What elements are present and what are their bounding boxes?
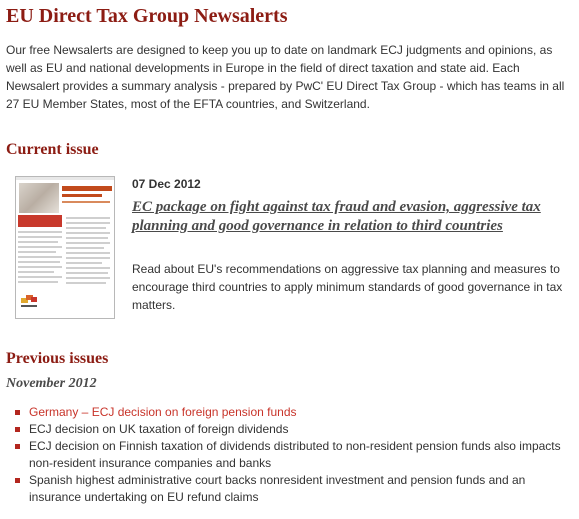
thumbnail-text-line xyxy=(66,262,102,264)
current-issue-date: 07 Dec 2012 xyxy=(132,177,201,191)
previous-issue-link[interactable]: ECJ decision on UK taxation of foreign dividends xyxy=(29,422,289,436)
thumbnail-text-line xyxy=(66,242,110,244)
current-issue-link[interactable]: EC package on fight against tax fraud and evasion, aggressive tax planning and good governance in relation to third countries xyxy=(132,199,541,234)
current-issue-description: Read about EU's recommendations on aggressive tax planning and measures to encourage third countries to apply minimum standards of good governance in tax matters. xyxy=(132,262,563,312)
newsalert-cover-thumbnail[interactable] xyxy=(15,176,115,319)
thumbnail-text-line xyxy=(66,222,110,224)
square-bullet-icon xyxy=(15,410,20,415)
thumbnail-text-line xyxy=(66,217,110,219)
thumbnail-text-line xyxy=(18,231,62,233)
thumbnail-text-line xyxy=(66,232,110,234)
previous-issues-month: November 2012 xyxy=(6,376,97,391)
previous-issue-link[interactable]: ECJ decision on Finnish taxation of dividends distributed to non-resident pension funds also impacts non-resident insurance companies and banks xyxy=(29,439,561,470)
thumbnail-text-line xyxy=(66,237,108,239)
thumbnail-text-line xyxy=(66,247,104,249)
square-bullet-icon xyxy=(15,444,20,449)
thumbnail-header-strip xyxy=(16,177,114,180)
thumbnail-text-line xyxy=(18,251,56,253)
intro-paragraph: Our free Newsalerts are designed to keep you up to date on landmark ECJ judgments and opinions, as well as EU and national developments in Europe in the field of direct taxation and state aid. Each Newsalert provides a summary analysis - prepared by PwC' EU Direct Tax Group - which has teams in all 27 EU Member States, most of the EFTA countries, and Switzerland. xyxy=(6,43,565,111)
thumbnail-text-line xyxy=(18,236,62,238)
thumbnail-subtitle-bar xyxy=(62,194,102,197)
list-item xyxy=(14,404,566,421)
thumbnail-text-line xyxy=(18,281,58,283)
square-bullet-icon xyxy=(15,427,20,432)
thumbnail-text-line xyxy=(18,246,62,248)
thumbnail-text-line xyxy=(18,256,62,258)
thumbnail-text-line xyxy=(66,227,106,229)
list-item xyxy=(14,472,566,506)
thumbnail-text-line xyxy=(66,257,110,259)
thumbnail-text-line xyxy=(66,282,106,284)
list-item xyxy=(14,438,566,472)
previous-issue-link[interactable]: Spanish highest administrative court backs nonresident investment and pension funds and an insurance undertaking on EU refund claims xyxy=(29,473,526,504)
square-bullet-icon xyxy=(15,478,20,483)
list-item xyxy=(14,421,566,438)
page-title: EU Direct Tax Group Newsalerts xyxy=(6,5,288,27)
previous-issue-link[interactable]: Germany – ECJ decision on foreign pension funds xyxy=(29,405,297,419)
thumbnail-text-line xyxy=(66,267,110,269)
thumbnail-photo xyxy=(19,183,59,213)
thumbnail-text-line xyxy=(18,241,58,243)
previous-issues-heading: Previous issues xyxy=(6,350,109,367)
thumbnail-text-line xyxy=(18,261,60,263)
thumbnail-text-line xyxy=(66,277,110,279)
previous-issues-list xyxy=(14,404,566,506)
thumbnail-text-line xyxy=(18,271,54,273)
thumbnail-text-line xyxy=(18,266,62,268)
thumbnail-text-line xyxy=(66,272,108,274)
thumbnail-tagline-bar xyxy=(62,201,110,203)
thumbnail-red-block xyxy=(18,215,62,227)
thumbnail-text-line xyxy=(18,276,62,278)
thumbnail-text-line xyxy=(66,252,110,254)
current-issue-heading: Current issue xyxy=(6,141,99,158)
thumbnail-title-bar xyxy=(62,186,112,191)
pwc-logo-icon xyxy=(21,295,41,311)
